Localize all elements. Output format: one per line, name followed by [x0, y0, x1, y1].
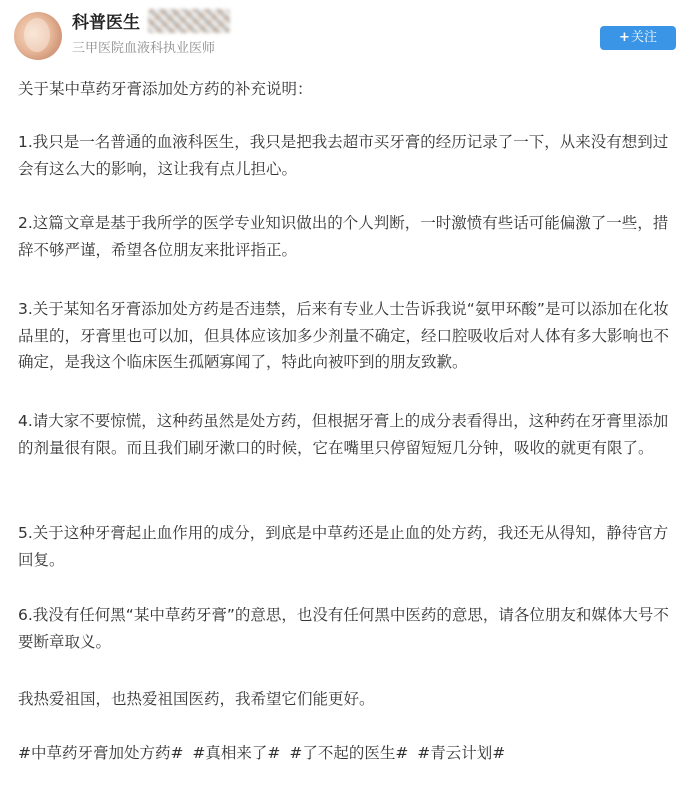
hashtag[interactable]: #了不起的医生#: [289, 744, 409, 762]
post-paragraph: 5.关于这种牙膏起止血作用的成分，到底是中草药还是止血的处方药，我还无从得知，静待官方回复。: [18, 524, 669, 569]
hashtag[interactable]: #青云计划#: [417, 744, 506, 762]
post-paragraph: 1.我只是一名普通的血液科医生，我只是把我去超市买牙膏的经历记录了一下，从来没有想到过会有这么大的影响，这让我有点儿担心。: [18, 133, 669, 178]
follow-button-label: 关注: [630, 30, 657, 45]
hashtag[interactable]: #真相来了#: [192, 744, 281, 762]
follow-button[interactable]: [600, 26, 676, 50]
post-paragraph: 4.请大家不要惊慌，这种药虽然是处方药，但根据牙膏上的成分表看得出，这种药在牙膏里添加的剂量很有限。而且我们刷牙漱口的时候，它在嘴里只停留短短几分钟，吸收的就更有限了。: [18, 412, 669, 457]
author-description: 三甲医院血液科执业医师: [72, 41, 216, 56]
post-closing: 我热爱祖国，也热爱祖国医药，我希望它们能更好。: [18, 690, 375, 708]
post-intro: 关于某中草药牙膏添加处方药的补充说明：: [18, 80, 313, 98]
avatar[interactable]: [14, 12, 62, 60]
hashtag-list: [18, 740, 674, 767]
hashtag[interactable]: #中草药牙膏加处方药#: [18, 744, 184, 762]
author-name[interactable]: 科普医生: [72, 13, 140, 33]
blurred-name-badge-icon: [148, 9, 230, 33]
plus-icon: +: [619, 30, 630, 45]
post-paragraph: 6.我没有任何黑“某中草药牙膏”的意思，也没有任何黑中医药的意思，请各位朋友和媒体大号不要断章取义。: [18, 606, 669, 651]
post-paragraph: 2.这篇文章是基于我所学的医学专业知识做出的个人判断，一时激愤有些话可能偏激了一些，措辞不够严谨，希望各位朋友来批评指正。: [18, 214, 669, 259]
post-paragraph: 3.关于某知名牙膏添加处方药是否违禁，后来有专业人士告诉我说“氨甲环酸”是可以添加在化妆品里的，牙膏里也可以加，但具体应该加多少剂量不确定，经口腔吸收后对人体有多大影响也不确定，是我这个临床医生孤陋寡闻了，特此向被吓到的朋友致歉。: [18, 300, 670, 371]
post-header: [0, 0, 690, 70]
